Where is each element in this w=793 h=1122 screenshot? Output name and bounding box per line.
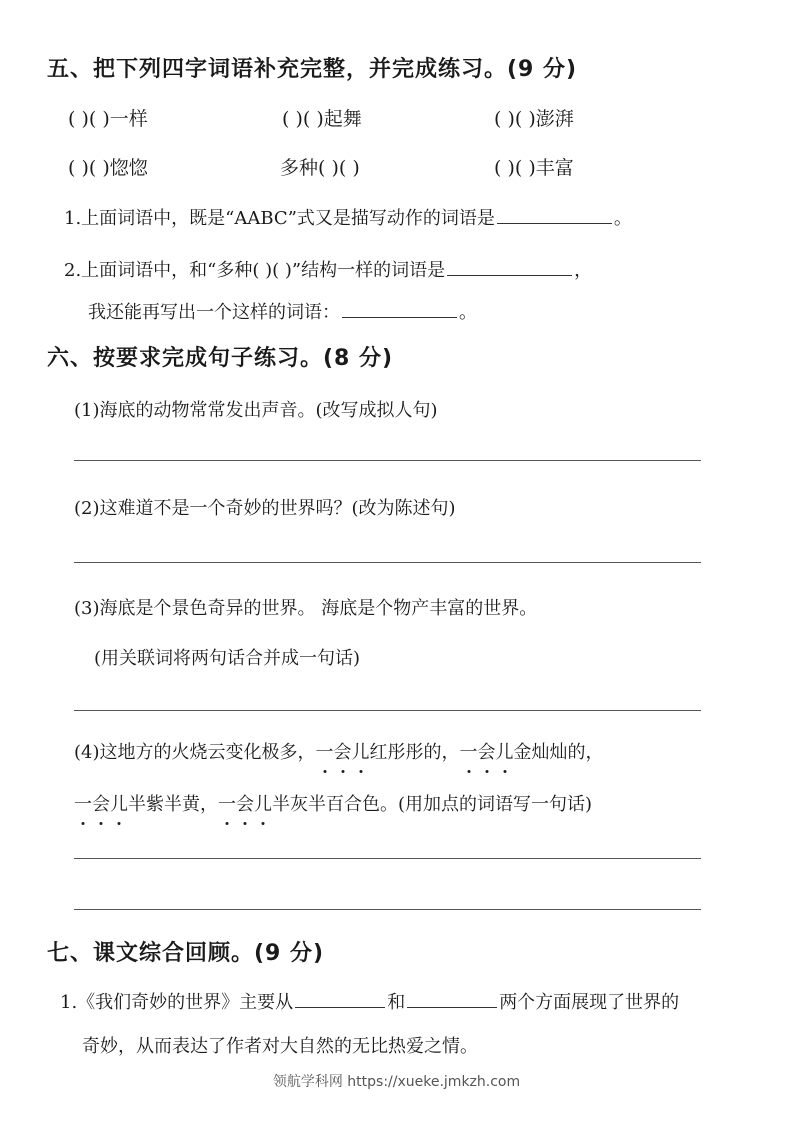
answer-blank[interactable] [295,989,385,1008]
idiom-blank-5[interactable]: 多种( )( ) [280,157,360,179]
dotted-char: 一 [460,738,478,764]
answer-line[interactable] [74,909,701,910]
q4-text-c: 红彤彤的， [369,742,460,763]
question-1-end: 。 [613,208,632,229]
section7-q1-text-a: 1.《我们奇妙的世界》主要从 [60,992,294,1013]
section5-question-1 [64,204,632,230]
q4-text-g: 半紫半黄， [128,794,218,815]
dotted-char: 儿 [352,738,370,764]
dotted-char: 会 [334,738,352,764]
dotted-char: 儿 [254,790,272,816]
dotted-char: 儿 [110,790,128,816]
section6-heading: 六、按要求完成句子练习。(8 分) [47,346,394,371]
section5-question-2-line2 [88,298,477,324]
idiom-blank-1[interactable]: ( )( )一样 [68,108,148,130]
section5-question-2 [64,256,592,282]
section6-question-4-line1 [74,738,604,764]
answer-blank[interactable] [342,299,457,318]
q4-text-e: 金灿灿的， [513,742,604,763]
answer-line[interactable] [74,858,701,859]
idiom-blank-3[interactable]: ( )( )澎湃 [494,108,574,130]
section7-q1-text-c: 两个方面展现了世界的 [499,992,680,1013]
section6-question-2: (2)这难道不是一个奇妙的世界吗？(改为陈述句) [74,498,456,519]
question-2-line2-text: 我还能再写出一个这样的词语： [88,302,340,323]
dotted-char: 会 [478,738,496,764]
section6-question-3-instruction: (用关联词将两句话合并成一句话) [94,648,361,669]
q4-text-a: (4)这地方的火烧云变化极多， [74,742,316,763]
idiom-blank-2[interactable]: ( )( )起舞 [282,108,362,130]
section6-question-1: (1)海底的动物常常发出声音。(改写成拟人句) [74,400,438,421]
section7-q1-text-b: 和 [387,992,406,1013]
footer-watermark: 领航学科网 https://xueke.jmkzh.com [272,1074,521,1090]
question-2-line2-end: 。 [459,302,477,323]
answer-blank[interactable] [497,205,612,224]
dotted-char: 一 [218,790,236,816]
section7-question-1 [60,988,679,1014]
idiom-blank-4[interactable]: ( )( )惚惚 [68,157,148,179]
question-2-end: ， [574,260,593,281]
answer-blank[interactable] [447,257,572,276]
question-1-text: 1.上面词语中，既是“AABC”式又是描写动作的词语是 [64,208,495,229]
answer-blank[interactable] [407,989,497,1008]
section7-question-1-line2: 奇妙，从而表达了作者对大自然的无比热爱之情。 [82,1036,478,1057]
question-2-text: 2.上面词语中，和“多种( )( )”结构一样的词语是 [64,260,446,281]
dotted-char: 一 [316,738,334,764]
dotted-char: 会 [92,790,110,816]
answer-line[interactable] [74,710,701,711]
section5-heading: 五、把下列四字词语补充完整，并完成练习。(9 分) [47,57,578,82]
dotted-char: 儿 [496,738,514,764]
answer-line[interactable] [74,562,701,563]
dotted-char: 会 [236,790,254,816]
answer-line[interactable] [74,460,701,461]
idiom-blank-6[interactable]: ( )( )丰富 [494,157,574,179]
q4-text-i: 半灰半百合色。(用加点的词语写一句话) [272,794,593,815]
section6-question-3: (3)海底是个景色奇异的世界。 海底是个物产丰富的世界。 [74,598,538,619]
section6-question-4-line2 [74,790,592,816]
section7-heading: 七、课文综合回顾。(9 分) [47,941,325,966]
dotted-char: 一 [74,790,92,816]
